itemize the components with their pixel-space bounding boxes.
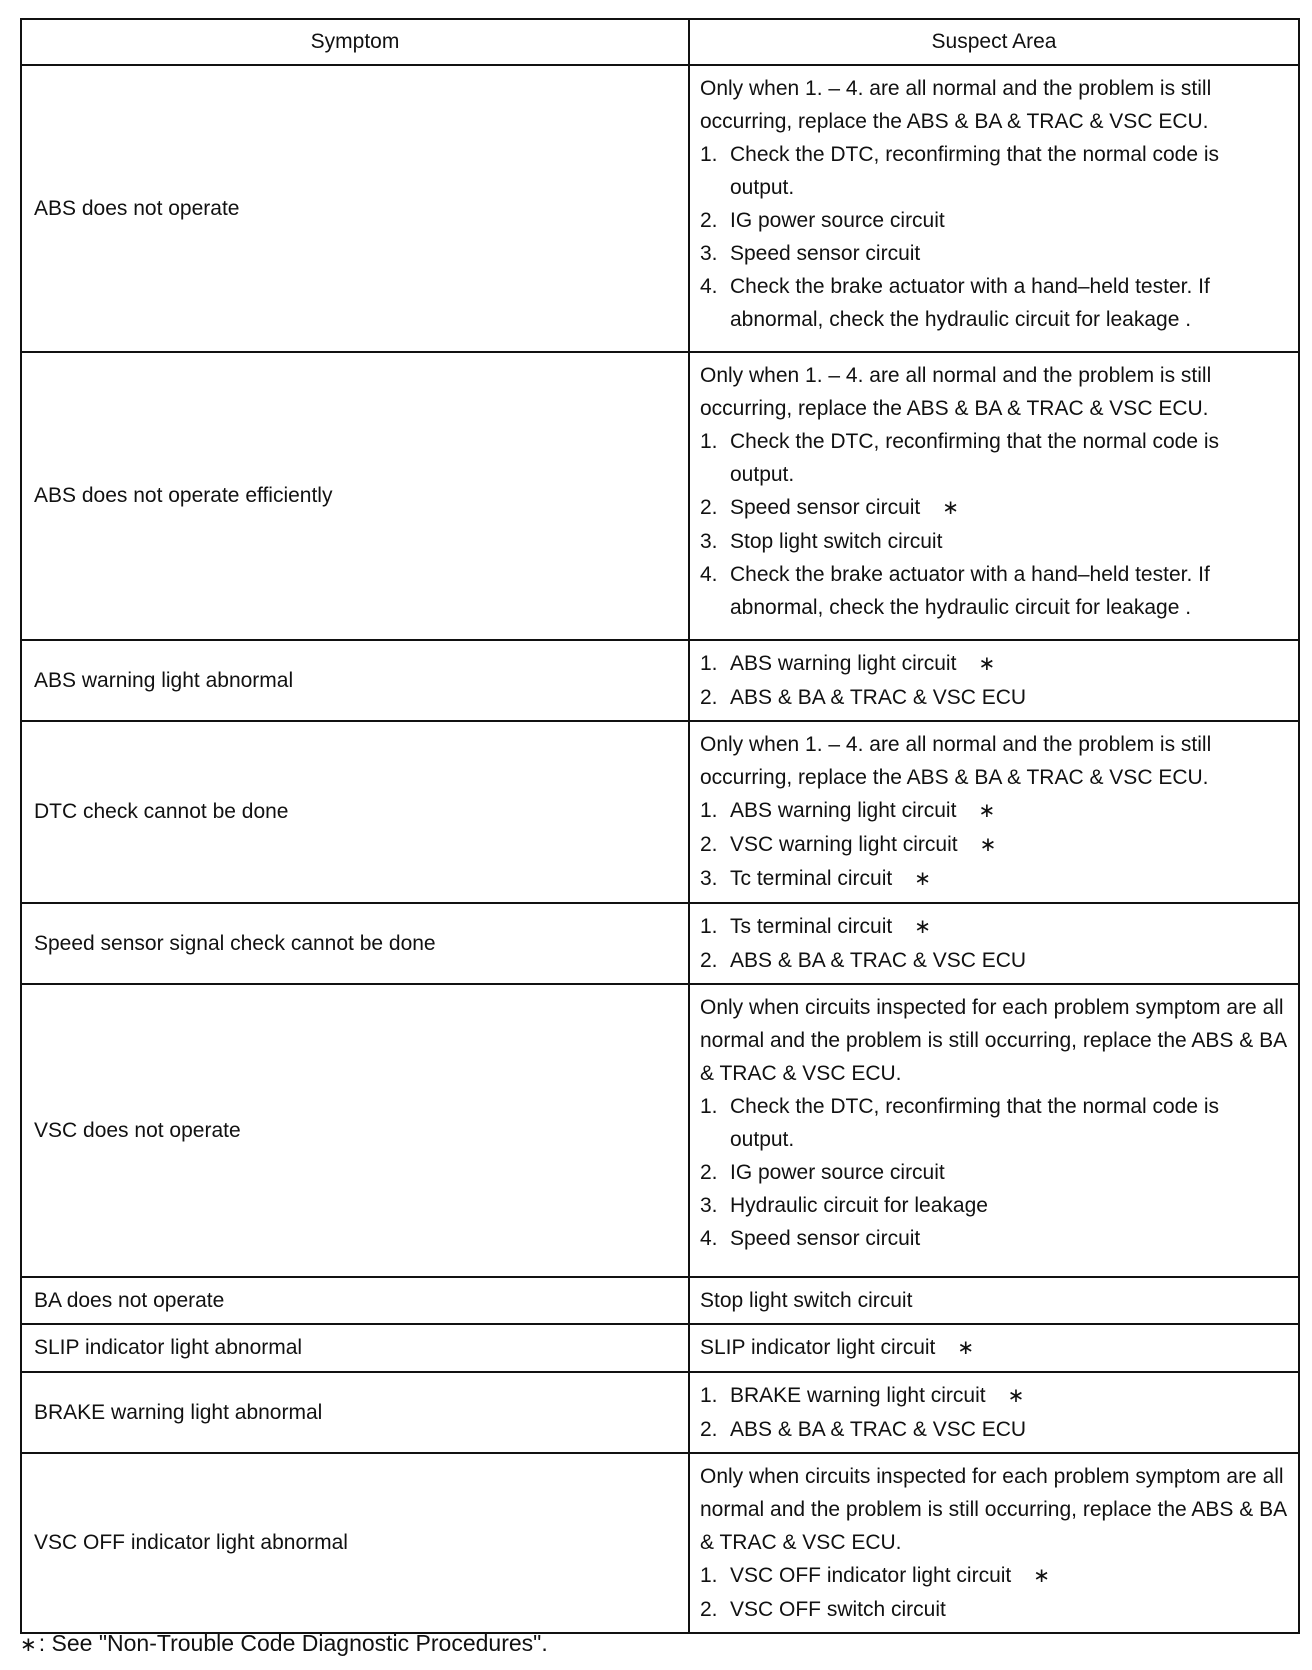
item-text: ABS warning light circuit xyxy=(730,799,957,822)
see-note-star: ∗ xyxy=(914,916,931,938)
suspect-list-item xyxy=(700,1189,1288,1222)
item-text: Speed sensor circuit xyxy=(730,1227,921,1250)
replace-ecu-note: Only when circuits inspected for each problem symptom are all normal and the problem is still occurring, replace the ABS & BA & TRAC & VSC ECU. xyxy=(700,996,1286,1085)
suspect-list-item xyxy=(700,681,1288,714)
item-text-wrap xyxy=(730,944,1288,977)
item-text: IG power source circuit xyxy=(730,1161,945,1184)
suspect-area-cell xyxy=(689,1372,1299,1453)
suspect-area-cell xyxy=(689,65,1299,352)
symptom-column-header: Symptom xyxy=(21,19,689,65)
suspect-list-item xyxy=(700,944,1288,977)
item-text: Speed sensor circuit xyxy=(730,242,921,265)
symptom-cell: VSC OFF indicator light abnormal xyxy=(21,1453,689,1633)
item-number: 1. xyxy=(700,915,718,938)
suspect-list-item xyxy=(700,647,1288,681)
item-number: 1. xyxy=(700,799,718,822)
suspect-area-cell xyxy=(689,1453,1299,1633)
footnote xyxy=(20,1628,548,1660)
table-row xyxy=(21,640,1299,721)
item-text: Stop light switch circuit xyxy=(730,530,943,553)
symptom-cell: BA does not operate xyxy=(21,1277,689,1324)
replace-ecu-note: Only when circuits inspected for each problem symptom are all normal and the problem is still occurring, replace the ABS & BA & TRAC & VSC ECU. xyxy=(700,1465,1286,1554)
problem-symptoms-table xyxy=(20,18,1300,1634)
item-number: 3. xyxy=(700,1194,718,1217)
item-number: 2. xyxy=(700,686,718,709)
table-row xyxy=(21,721,1299,903)
item-number: 1. xyxy=(700,1384,718,1407)
item-text-wrap xyxy=(730,681,1288,714)
suspect-area-cell xyxy=(689,721,1299,903)
item-text: VSC warning light circuit xyxy=(730,833,958,856)
item-text-wrap xyxy=(730,1156,1288,1189)
suspect-list-item xyxy=(700,1593,1288,1626)
item-text-wrap xyxy=(730,828,1288,862)
symptom-cell: ABS does not operate xyxy=(21,65,689,352)
item-number: 3. xyxy=(700,530,718,553)
replace-ecu-note: Only when 1. – 4. are all normal and the problem is still occurring, replace the ABS & BA & TRAC & VSC ECU. xyxy=(700,733,1212,789)
suspect-list-item xyxy=(700,270,1288,336)
item-number: 4. xyxy=(700,563,718,586)
suspect-area-cell xyxy=(689,352,1299,640)
table-row xyxy=(21,984,1299,1277)
item-text: Check the brake actuator with a hand–held tester. If abnormal, check the hydraulic circuit for leakage . xyxy=(730,563,1210,619)
replace-ecu-note: Only when 1. – 4. are all normal and the problem is still occurring, replace the ABS & BA & TRAC & VSC ECU. xyxy=(700,77,1212,133)
suspect-list-item xyxy=(700,1559,1288,1593)
suspect-list-item xyxy=(700,828,1288,862)
suspect-list-item xyxy=(700,910,1288,944)
item-number: 2. xyxy=(700,1418,718,1441)
item-text: Hydraulic circuit for leakage xyxy=(730,1194,988,1217)
item-text-wrap xyxy=(730,204,1288,237)
item-text: Speed sensor circuit xyxy=(730,496,921,519)
item-text: ABS warning light circuit xyxy=(730,652,957,675)
item-number: 2. xyxy=(700,949,718,972)
item-number: 2. xyxy=(700,1598,718,1621)
footnote-star: ∗ xyxy=(20,1634,37,1656)
suspect-area-cell xyxy=(689,1277,1299,1324)
item-text-wrap xyxy=(730,647,1288,681)
item-text-wrap xyxy=(730,525,1288,558)
suspect-area-cell xyxy=(689,1324,1299,1372)
symptom-cell: DTC check cannot be done xyxy=(21,721,689,903)
see-note-star: ∗ xyxy=(979,834,997,856)
item-text: Check the brake actuator with a hand–held tester. If abnormal, check the hydraulic circuit for leakage . xyxy=(730,275,1210,331)
suspect-list-item xyxy=(700,1379,1288,1413)
suspect-list-item xyxy=(700,1090,1288,1156)
item-text-wrap xyxy=(730,794,1288,828)
item-text-wrap xyxy=(730,138,1288,204)
suspect-list-item xyxy=(700,138,1288,204)
table-row xyxy=(21,1277,1299,1324)
item-number: 1. xyxy=(700,1564,718,1587)
footnote-text: : See "Non-Trouble Code Diagnostic Procedures". xyxy=(38,1630,548,1656)
see-note-star: ∗ xyxy=(942,497,960,519)
item-number: 1. xyxy=(700,1095,718,1118)
table-body xyxy=(21,65,1299,1633)
table-row xyxy=(21,352,1299,640)
item-number: 2. xyxy=(700,209,718,232)
item-text-wrap xyxy=(730,1189,1288,1222)
item-text-wrap xyxy=(730,1090,1288,1156)
suspect-list-item xyxy=(700,425,1288,491)
item-number: 1. xyxy=(700,143,718,166)
item-text: Check the DTC, reconfirming that the normal code is output. xyxy=(730,1095,1220,1151)
suspect-list-item xyxy=(700,204,1288,237)
item-text: ABS & BA & TRAC & VSC ECU xyxy=(730,949,1027,972)
item-number: 2. xyxy=(700,833,718,856)
see-note-star: ∗ xyxy=(1033,1565,1051,1587)
item-text-wrap xyxy=(730,270,1288,336)
suspect-area-cell xyxy=(689,984,1299,1277)
item-text: IG power source circuit xyxy=(730,209,945,232)
suspect-list-item xyxy=(700,525,1288,558)
item-text: Check the DTC, reconfirming that the normal code is output. xyxy=(730,143,1220,199)
symptom-cell: SLIP indicator light abnormal xyxy=(21,1324,689,1372)
suspect-list-item xyxy=(700,1413,1288,1446)
suspect-area-cell xyxy=(689,903,1299,984)
item-text-wrap xyxy=(730,910,1288,944)
suspect-list-item xyxy=(700,237,1288,270)
symptom-cell: BRAKE warning light abnormal xyxy=(21,1372,689,1453)
see-note-star: ∗ xyxy=(1007,1385,1025,1407)
symptom-cell: ABS warning light abnormal xyxy=(21,640,689,721)
item-text: Check the DTC, reconfirming that the normal code is output. xyxy=(730,430,1220,486)
item-text-wrap xyxy=(730,425,1288,491)
item-number: 2. xyxy=(700,1161,718,1184)
header-row xyxy=(21,19,1299,65)
item-text-wrap xyxy=(730,558,1288,624)
item-number: 4. xyxy=(700,275,718,298)
suspect-list-item xyxy=(700,1156,1288,1189)
item-text-wrap xyxy=(730,1413,1288,1446)
item-text: BRAKE warning light circuit xyxy=(730,1384,986,1407)
suspect-list-item xyxy=(700,862,1288,896)
symptom-cell: Speed sensor signal check cannot be done xyxy=(21,903,689,984)
item-number: 4. xyxy=(700,1227,718,1250)
item-text-wrap xyxy=(730,1222,1288,1255)
item-text-wrap xyxy=(730,491,1288,525)
item-text-wrap xyxy=(730,1379,1288,1413)
item-number: 3. xyxy=(700,867,718,890)
item-number: 3. xyxy=(700,242,718,265)
table-row xyxy=(21,1372,1299,1453)
suspect-area-cell xyxy=(689,640,1299,721)
table-row xyxy=(21,1324,1299,1372)
see-note-star: ∗ xyxy=(978,653,996,675)
see-note-star: ∗ xyxy=(978,800,996,822)
suspect-list-item xyxy=(700,558,1288,624)
suspect-area-label: SLIP indicator light circuit xyxy=(700,1336,936,1359)
item-text-wrap xyxy=(730,1559,1288,1593)
item-text-wrap xyxy=(730,1593,1288,1626)
table-row xyxy=(21,1453,1299,1633)
symptom-cell: ABS does not operate efficiently xyxy=(21,352,689,640)
item-number: 1. xyxy=(700,652,718,675)
suspect-list-item xyxy=(700,794,1288,828)
see-note-star: ∗ xyxy=(914,868,931,890)
suspect-list-item xyxy=(700,491,1288,525)
item-text-wrap xyxy=(730,862,1288,896)
table-row xyxy=(21,903,1299,984)
suspect-area-text xyxy=(700,1284,1288,1317)
item-number: 2. xyxy=(700,496,718,519)
table-row xyxy=(21,65,1299,352)
replace-ecu-note: Only when 1. – 4. are all normal and the problem is still occurring, replace the ABS & BA & TRAC & VSC ECU. xyxy=(700,364,1212,420)
suspect-area-column-header: Suspect Area xyxy=(689,19,1299,65)
item-text: VSC OFF switch circuit xyxy=(730,1598,946,1621)
item-text: Tc terminal circuit xyxy=(730,867,893,890)
item-text: ABS & BA & TRAC & VSC ECU xyxy=(730,1418,1027,1441)
suspect-area-label: Stop light switch circuit xyxy=(700,1289,913,1312)
symptom-cell: VSC does not operate xyxy=(21,984,689,1277)
item-text: Ts terminal circuit xyxy=(730,915,893,938)
suspect-area-text xyxy=(700,1331,1288,1365)
suspect-list-item xyxy=(700,1222,1288,1255)
item-text-wrap xyxy=(730,237,1288,270)
see-note-star: ∗ xyxy=(957,1337,975,1359)
item-number: 1. xyxy=(700,430,718,453)
item-text: ABS & BA & TRAC & VSC ECU xyxy=(730,686,1027,709)
item-text: VSC OFF indicator light circuit xyxy=(730,1564,1012,1587)
